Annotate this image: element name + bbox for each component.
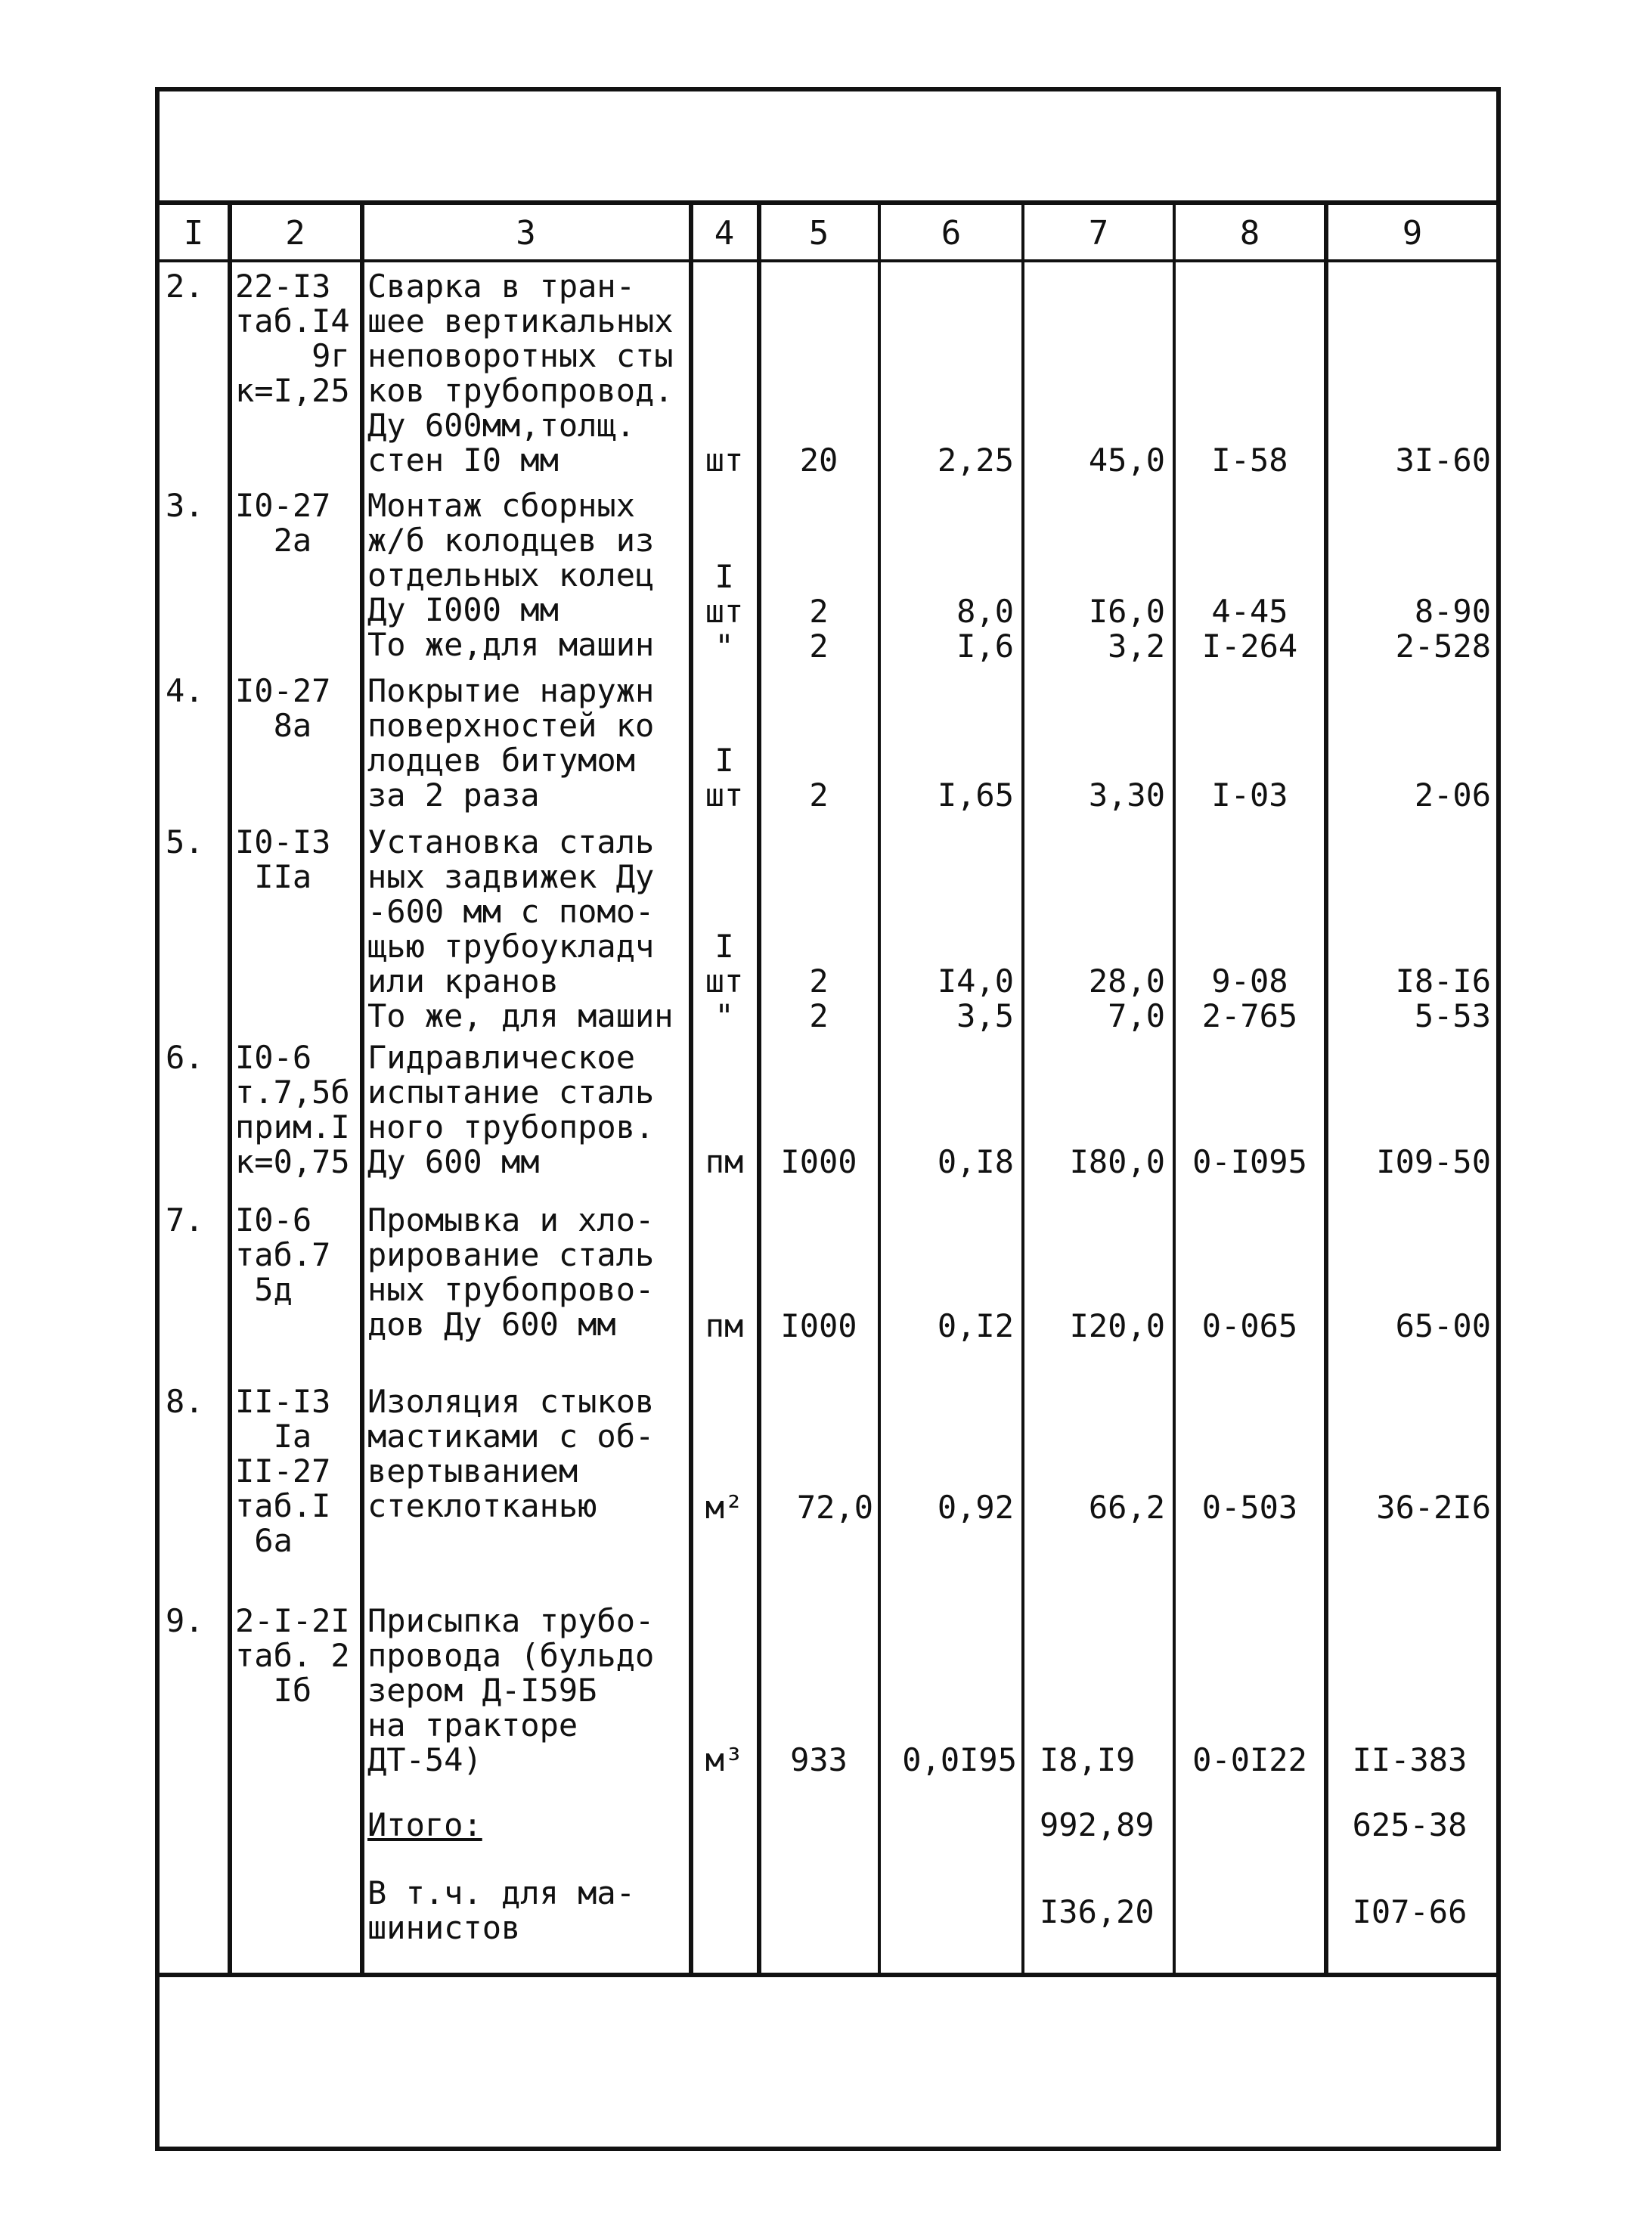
row-number: 7.	[166, 1201, 204, 1238]
header-col-7: 7	[1088, 214, 1109, 253]
row-unit: шт	[705, 442, 744, 479]
row-unit: пм	[705, 1307, 744, 1344]
row-number: 4.	[166, 672, 204, 709]
row-total: I6,0 3,2	[1088, 593, 1165, 665]
row-norm: 0,92	[937, 1489, 1014, 1526]
row-code: I0-I3 IIа	[235, 823, 331, 895]
row-quantity: 20	[799, 442, 838, 479]
row-price: 0-065	[1201, 1307, 1298, 1344]
row-norm: 0,0I95	[902, 1741, 1017, 1778]
row-total: 28,0 7,0	[1088, 963, 1165, 1034]
header-col-6: 6	[941, 214, 962, 253]
row-number: 9.	[166, 1602, 204, 1639]
row-quantity: I000	[780, 1307, 857, 1344]
row-norm: 2,25	[937, 442, 1014, 479]
row-total: 3,30	[1088, 777, 1165, 814]
header-separator	[160, 259, 1496, 262]
row-sum: I8-I6 5-53	[1395, 963, 1491, 1034]
row-quantity: 72,0	[796, 1489, 873, 1526]
row-number: 2.	[166, 268, 204, 305]
row-unit: I шт	[705, 742, 744, 814]
subtotal-sum: I07-66	[1352, 1893, 1468, 1930]
header-col-3: 3	[516, 214, 536, 253]
row-total: I80,0	[1069, 1143, 1165, 1180]
row-code: 2-I-2I таб. 2 Iб	[235, 1602, 350, 1709]
row-price: I-58	[1211, 442, 1288, 479]
header-col-2: 2	[285, 214, 305, 253]
row-sum: I09-50	[1376, 1143, 1491, 1180]
row-unit: м³	[705, 1741, 744, 1778]
row-unit: I шт "	[705, 928, 744, 1034]
total-label: Итого:	[367, 1806, 482, 1843]
row-norm: 0,I2	[937, 1307, 1014, 1344]
subtotal-total: I36,20	[1040, 1893, 1155, 1930]
row-price: 0-503	[1201, 1489, 1298, 1526]
row-code: 22-I3 таб.I4 9г к=I,25	[235, 268, 350, 409]
row-code: I0-27 2а	[235, 487, 331, 559]
row-total: I8,I9	[1040, 1741, 1136, 1778]
row-price: I-03	[1211, 777, 1288, 814]
row-total: 66,2	[1088, 1489, 1165, 1526]
header-col-1: I	[183, 214, 204, 253]
row-unit: I шт "	[705, 558, 744, 665]
header-col-9: 9	[1402, 214, 1423, 253]
header-col-5: 5	[808, 214, 829, 253]
row-code: I0-27 8а	[235, 672, 331, 744]
row-number: 8.	[166, 1383, 204, 1420]
row-norm: 0,I8	[937, 1143, 1014, 1180]
grand-sum: 625-38	[1352, 1806, 1468, 1843]
row-number: 3.	[166, 487, 204, 524]
row-sum: 36-2I6	[1376, 1489, 1491, 1526]
row-price: 0-I095	[1192, 1143, 1307, 1180]
row-sum: II-383	[1352, 1741, 1468, 1778]
row-norm: I,65	[937, 777, 1014, 814]
row-price: 9-08 2-765	[1201, 963, 1298, 1034]
row-description: Присыпка трубо- провода (бульдо зером Д-I59Б на тракторе ДТ-54)	[367, 1602, 655, 1778]
header-col-8: 8	[1239, 214, 1260, 253]
row-sum: 65-00	[1395, 1307, 1491, 1344]
row-description: Сварка в тран- шее вертикальных неповоротных сты ков трубопровод. Ду 600мм,толщ. стен I0 мм	[367, 268, 674, 479]
row-price: 0-0I22	[1192, 1741, 1307, 1778]
row-total: I20,0	[1069, 1307, 1165, 1344]
row-description: Промывка и хло- рирование сталь ных трубопрово- дов Ду 600 мм	[367, 1201, 655, 1343]
row-code: I0-6 таб.7 5д	[235, 1201, 331, 1308]
row-description: Изоляция стыков мастиками с об- вертыванием стеклотканью	[367, 1383, 655, 1524]
top-blank-band	[160, 91, 1496, 205]
row-sum: 3I-60	[1395, 442, 1491, 479]
subtotal-label: В т.ч. для ма- шинистов	[367, 1874, 636, 1946]
row-norm: I4,0 3,5	[937, 963, 1014, 1034]
row-description: Установка сталь ных задвижек Ду -600 мм с помо- щью трубоукладч или кранов То же, для машин	[367, 823, 674, 1034]
row-price: 4-45 I-264	[1201, 593, 1298, 665]
col-separator-1	[228, 205, 232, 1973]
page-frame	[155, 87, 1501, 2151]
row-quantity: 2 2	[809, 593, 829, 665]
bottom-blank-band	[160, 1973, 1496, 2147]
row-quantity: 2 2	[809, 963, 829, 1034]
row-quantity: I000	[780, 1143, 857, 1180]
row-code: I0-6 т.7,5б прим.I к=0,75	[235, 1039, 350, 1180]
row-norm: 8,0 I,6	[956, 593, 1014, 665]
row-description: Гидравлическое испытание сталь ного трубопров. Ду 600 мм	[367, 1039, 655, 1180]
row-sum: 8-90 2-528	[1395, 593, 1491, 665]
row-number: 5.	[166, 823, 204, 860]
row-unit: м²	[705, 1489, 744, 1526]
grand-total: 992,89	[1040, 1806, 1155, 1843]
row-total: 45,0	[1088, 442, 1165, 479]
row-unit: пм	[705, 1143, 744, 1180]
row-code: II-I3 Iа II-27 таб.I 6а	[235, 1383, 331, 1559]
row-sum: 2-06	[1414, 777, 1491, 814]
row-quantity: 2	[809, 777, 829, 814]
row-number: 6.	[166, 1039, 204, 1076]
row-description: Покрытие наружн поверхностей ко лодцев битумом за 2 раза	[367, 672, 655, 814]
col-separator-2	[360, 205, 364, 1973]
row-quantity: 933	[790, 1741, 848, 1778]
row-description: Монтаж сборных ж/б колодцев из отдельных колец Ду I000 мм То же,для машин	[367, 487, 655, 663]
header-col-4: 4	[714, 214, 735, 253]
